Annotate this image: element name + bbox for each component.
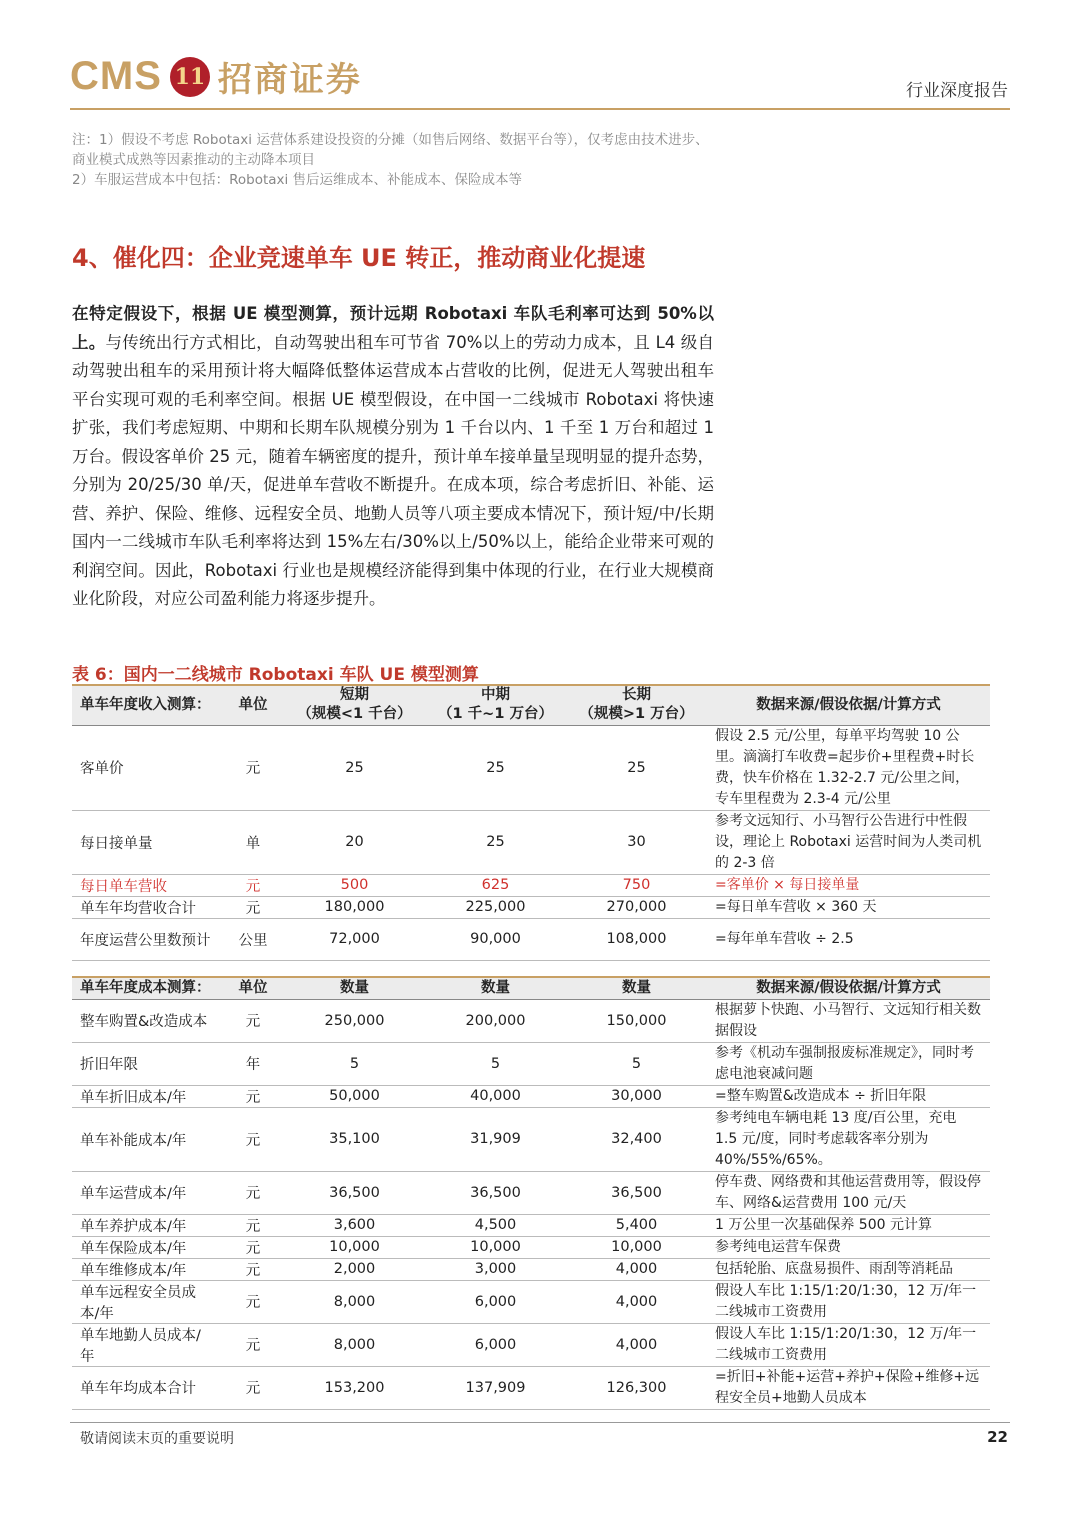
row-unit: 元 [222,1171,284,1214]
row-item: 单车补能成本/年 [72,1107,222,1171]
page-number: 22 [987,1428,1008,1446]
row-long: 32,400 [566,1107,707,1171]
row-item: 每日单车营收 [72,874,222,896]
row-source: =客单价 × 每日接单量 [707,874,990,896]
row-mid: 200,000 [425,999,566,1042]
body-rest: 与传统出行方式相比，自动驾驶出租车可节省 70%以上的劳动力成本，且 L4 级自动驾驶出租车的采用预计将大幅降低整体运营成本占营收的比例，促进无人驾驶出租车平台实现可观的毛利率空间。根据 UE 模型假设，在中国一二线城市 Robotaxi 将快速扩张，我们考虑短期、中期和长期车队规模分别为 1 千台以内、1 千至 1 万台和超过 1 万台。假设客单价 25 元，随着车辆密度的提升，预计单车接单量呈现明显的提升态势，分别为 20/25/30 单/天，促进单车营收不断提升。在成本项，综合考虑折旧、补能、运营、养护、保险、维修、远程安全员、地勤人员等八项主要成本情况下，预计短/中/长期国内一二线城市车队毛利率将达到 15%左右/30%以上/50%以上，能给企业带来可观的利润空间。因此，Robotaxi 行业也是规模经济能得到集中体现的行业，在行业大规模商业化阶段，对应公司盈利能力将逐步提升。 [72,332,714,608]
row-source: 停车费、网络费和其他运营费用等，假设停车、网络&运营费用 100 元/天 [707,1171,990,1214]
row-source: =每日单车营收 × 360 天 [707,896,990,918]
row-source: 根据萝卜快跑、小马智行、文远知行相关数据假设 [707,999,990,1042]
note-line-1: 注：1）假设不考虑 Robotaxi 运营体系建设投资的分摊（如售后网络、数据平台等），仅考虑由技术进步、商业模式成熟等因素推动的主动降本项目 [72,132,709,168]
row-short: 20 [284,810,425,874]
header-source: 数据来源/假设依据/计算方式 [707,685,990,725]
row-source: 参考纯电运营车保费 [707,1236,990,1258]
row-mid: 137,909 [425,1366,566,1409]
table-row [72,725,990,810]
row-mid: 4,500 [425,1214,566,1236]
logo-chinese-text: 招商证券 [217,60,362,100]
row-source: 包括轮胎、底盘易损件、雨刮等消耗品 [707,1258,990,1280]
row-unit: 元 [222,1236,284,1258]
row-short: 2,000 [284,1258,425,1280]
row-mid: 25 [425,810,566,874]
header-mid: 中期 （1 千~1 万台） [425,685,566,725]
table-row [72,918,990,960]
row-long: 150,000 [566,999,707,1042]
row-short: 8,000 [284,1280,425,1323]
header-mid: 数量 [425,977,566,999]
row-mid: 5 [425,1042,566,1085]
row-mid: 40,000 [425,1085,566,1107]
row-mid: 36,500 [425,1171,566,1214]
row-unit: 公里 [222,918,284,960]
row-unit: 元 [222,874,284,896]
section-title: 4、催化四：企业竞速单车 UE 转正，推动商业化提速 [72,244,646,272]
row-source: =每年单车营收 ÷ 2.5 [707,918,990,960]
row-short: 8,000 [284,1323,425,1366]
row-long: 5,400 [566,1214,707,1236]
table-row [72,1366,990,1409]
row-item: 单车运营成本/年 [72,1171,222,1214]
row-long: 25 [566,725,707,810]
row-source: =折旧+补能+运营+养护+保险+维修+远程安全员+地勤人员成本 [707,1366,990,1409]
row-short: 36,500 [284,1171,425,1214]
row-unit: 元 [222,725,284,810]
body-lead: 在特定假设下，根据 UE 模型测算，预计远期 Robotaxi 车队毛利率可达到 50%以上。 [72,304,714,352]
row-long: 10,000 [566,1236,707,1258]
row-short: 180,000 [284,896,425,918]
cms-logo [70,52,362,101]
row-source: 参考纯电车辆电耗 13 度/百公里，充电 1.5 元/度，同时考虑载客率分别为 40%/55%/65%。 [707,1107,990,1171]
row-source: 假设 2.5 元/公里，每单平均驾驶 10 公里。滴滴打车收费=起步价+里程费+时长费，快车价格在 1.32-2.7 元/公里之间，专车里程费为 2.3-4 元/公里 [707,725,990,810]
row-unit: 元 [222,1214,284,1236]
revenue-table [72,684,990,961]
report-type: 行业深度报告 [906,81,1008,101]
row-source: 假设人车比 1:15/1:20/1:30，12 万/年一二线城市工资费用 [707,1323,990,1366]
row-item: 折旧年限 [72,1042,222,1085]
row-source: 1 万公里一次基础保养 500 元计算 [707,1214,990,1236]
row-short: 3,600 [284,1214,425,1236]
row-unit: 元 [222,1107,284,1171]
header-short: 数量 [284,977,425,999]
row-mid: 225,000 [425,896,566,918]
table-row [72,1280,990,1323]
footer-divider [70,1422,1010,1423]
header-item: 单车年度收入测算： [72,685,222,725]
row-mid: 3,000 [425,1258,566,1280]
header-source: 数据来源/假设依据/计算方式 [707,977,990,999]
cost-table [72,976,990,1410]
chart-note [72,130,722,190]
table-row [72,1323,990,1366]
row-mid: 625 [425,874,566,896]
header-unit: 单位 [222,977,284,999]
row-unit: 元 [222,1258,284,1280]
row-short: 25 [284,725,425,810]
row-short: 50,000 [284,1085,425,1107]
row-item: 单车保险成本/年 [72,1236,222,1258]
row-long: 4,000 [566,1280,707,1323]
logo-latin-text: CMS [70,54,162,98]
header-divider [70,108,1010,110]
row-long: 108,000 [566,918,707,960]
header-unit: 单位 [222,685,284,725]
row-mid: 31,909 [425,1107,566,1171]
note-line-2: 2）车服运营成本中包括：Robotaxi 售后运维成本、补能成本、保险成本等 [72,172,523,188]
row-unit: 元 [222,1280,284,1323]
row-mid: 6,000 [425,1280,566,1323]
row-unit: 元 [222,1366,284,1409]
table-row [72,1107,990,1171]
row-item: 客单价 [72,725,222,810]
logo-seal-icon: 11 [170,57,210,97]
row-item: 单车地勤人员成本/年 [72,1323,222,1366]
row-short: 35,100 [284,1107,425,1171]
row-long: 36,500 [566,1171,707,1214]
header-item: 单车年度成本测算： [72,977,222,999]
cost-header-row [72,977,990,999]
row-mid: 90,000 [425,918,566,960]
row-long: 4,000 [566,1323,707,1366]
row-short: 5 [284,1042,425,1085]
row-short: 153,200 [284,1366,425,1409]
table-row [72,1171,990,1214]
row-item: 每日接单量 [72,810,222,874]
body-paragraph [72,300,714,614]
row-long: 5 [566,1042,707,1085]
row-mid: 25 [425,725,566,810]
row-source: 参考《机动车强制报废标准规定》，同时考虑电池衰减问题 [707,1042,990,1085]
row-item: 年度运营公里数预计 [72,918,222,960]
row-long: 30 [566,810,707,874]
header-short: 短期 （规模<1 千台） [284,685,425,725]
row-long: 270,000 [566,896,707,918]
row-unit: 年 [222,1042,284,1085]
row-item: 单车远程安全员成本/年 [72,1280,222,1323]
row-short: 72,000 [284,918,425,960]
table-row [72,1258,990,1280]
row-long: 126,300 [566,1366,707,1409]
table-row [72,810,990,874]
row-item: 单车养护成本/年 [72,1214,222,1236]
table-row [72,999,990,1042]
row-source: =整车购置&改造成本 ÷ 折旧年限 [707,1085,990,1107]
table-row [72,1085,990,1107]
row-unit: 元 [222,1323,284,1366]
table-row [72,1214,990,1236]
table-title: 表 6：国内一二线城市 Robotaxi 车队 UE 模型测算 [72,665,479,685]
row-item: 整车购置&改造成本 [72,999,222,1042]
table-row [72,896,990,918]
row-long: 30,000 [566,1085,707,1107]
row-mid: 6,000 [425,1323,566,1366]
row-item: 单车年均成本合计 [72,1366,222,1409]
header-long: 数量 [566,977,707,999]
row-long: 750 [566,874,707,896]
table-row [72,874,990,896]
row-long: 4,000 [566,1258,707,1280]
row-item: 单车维修成本/年 [72,1258,222,1280]
row-source: 参考文远知行、小马智行公告进行中性假设，理论上 Robotaxi 运营时间为人类司机的 2-3 倍 [707,810,990,874]
header-long: 长期 （规模>1 万台） [566,685,707,725]
row-unit: 元 [222,896,284,918]
row-item: 单车折旧成本/年 [72,1085,222,1107]
table-row [72,1042,990,1085]
row-short: 500 [284,874,425,896]
row-unit: 元 [222,1085,284,1107]
table-row [72,1236,990,1258]
row-unit: 单 [222,810,284,874]
row-mid: 10,000 [425,1236,566,1258]
page-header [0,0,1080,112]
row-short: 250,000 [284,999,425,1042]
footer-disclaimer: 敬请阅读末页的重要说明 [80,1431,234,1447]
row-item: 单车年均营收合计 [72,896,222,918]
row-unit: 元 [222,999,284,1042]
revenue-header-row [72,685,990,725]
row-source: 假设人车比 1:15/1:20/1:30，12 万/年一二线城市工资费用 [707,1280,990,1323]
row-short: 10,000 [284,1236,425,1258]
